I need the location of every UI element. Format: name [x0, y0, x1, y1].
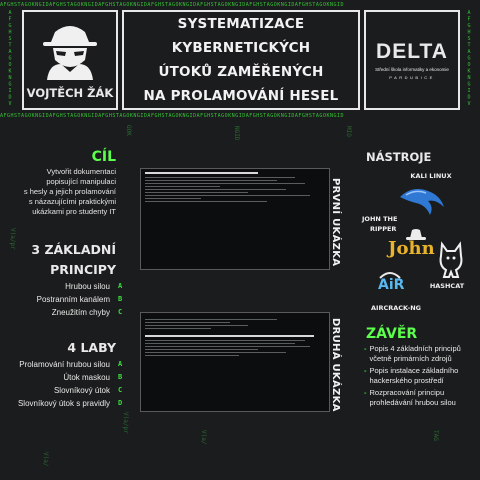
lab-label: Slovníkový útok s pravidly: [17, 399, 110, 408]
list-item: [0, 358, 124, 371]
hacker-icon: [35, 18, 105, 80]
matrix-strip-left: AFGHSTAGOKNGIDV: [7, 10, 13, 108]
matrix-rain: GOK: [125, 125, 132, 136]
principle-label: Zneužitím chyby: [51, 308, 110, 317]
delta-logo-d: D: [376, 40, 393, 63]
lab-label: Prolamování hrubou silou: [19, 360, 110, 369]
conclusion-line: prohledávání hrubou silou: [369, 398, 456, 407]
matrix-rain: MIO: [345, 126, 352, 137]
goal-text-line: s názazujícími praktickými: [28, 197, 116, 206]
goal-text-line: popisující manipulaci: [46, 177, 116, 186]
demo-label-1: PRVNÍ UKÁZKA: [330, 178, 341, 267]
kali-linux-label: KALI LINUX: [410, 172, 452, 180]
title-box: [122, 10, 360, 110]
principle-label: Postranním kanálem: [36, 295, 110, 304]
lab-letter: B: [118, 373, 123, 381]
matrix-rain: TAG: [432, 430, 439, 441]
matrix-rain: V(a/pr: [9, 228, 16, 250]
labs-list: [0, 358, 124, 410]
poster-title-line-3: NA PROLAMOVÁNÍ HESEL: [143, 88, 339, 104]
delta-logo: [376, 40, 448, 64]
matrix-strip-right: AFGHSTAGOKNGIDV: [466, 10, 472, 108]
list-item: [0, 280, 124, 293]
lab-label: Slovníkový útok: [53, 386, 110, 395]
matrix-rain: V(a/: [42, 452, 49, 467]
tools-title: NÁSTROJE: [366, 150, 432, 164]
list-item: [0, 384, 124, 397]
goal-text-line: Vytvořit dokumentaci: [46, 167, 116, 176]
list-item: [364, 366, 478, 386]
matrix-rain: NGID: [233, 126, 240, 141]
conclusion-title: ZÁVĚR: [366, 326, 418, 342]
author-name: VOJTĚCH ŽÁK: [26, 86, 114, 100]
john-label-line-2: RIPPER: [370, 225, 397, 233]
conclusion-line: Popis instalace základního: [369, 366, 459, 375]
principles-title-line-1: 3 ZÁKLADNÍ: [31, 242, 116, 257]
school-city: PARDUBICE: [389, 75, 435, 80]
bullet-icon: -: [364, 344, 367, 353]
lab-label: Útok maskou: [63, 373, 110, 382]
principle-letter: A: [118, 282, 123, 290]
list-item: [364, 344, 478, 364]
matrix-strip-bottom: AFGHSTAGOKNGIDAFGHSTAGOKNGIDAFGHSTAGOKNGIDAFGHSTAGOKNGIDAFGHSTAGOKNGIDAFGHSTAGOKNGIDAFGHSTAGOKNGID: [0, 113, 345, 119]
list-item: [0, 306, 124, 319]
conclusion-line: včetně primárních zdrojů: [369, 354, 452, 363]
delta-logo-box: [364, 10, 460, 110]
delta-logo-rest: LTA: [407, 40, 448, 63]
goal-text-line: s hesly a jejich prolamování: [23, 187, 116, 196]
conclusion-line: Rozpracování principu: [369, 388, 445, 397]
goal-text-line: ukázkami pro studenty IT: [32, 207, 116, 216]
demo-label-2: DRUHÁ UKÁZKA: [330, 318, 341, 412]
principles-title: [31, 240, 116, 280]
goal-title: CÍL: [91, 149, 116, 165]
poster-title-line-1: SYSTEMATIZACE KYBERNETICKÝCH: [171, 16, 311, 56]
school-name: Střední škola informatiky a ekonomie: [375, 67, 449, 72]
lab-letter: A: [118, 360, 123, 368]
list-item: [364, 388, 478, 408]
lab-letter: D: [118, 399, 123, 407]
demo-screenshot-1: [140, 168, 330, 270]
list-item: [0, 293, 124, 306]
aircrack-logo: [372, 268, 416, 298]
hashcat-label: HASHCAT: [429, 282, 465, 290]
labs-title: 4 LABY: [67, 340, 116, 355]
lab-letter: C: [118, 386, 123, 394]
bullet-icon: -: [364, 366, 367, 375]
principles-list: [0, 280, 124, 319]
aircrack-label: AIRCRACK-NG: [371, 304, 421, 312]
principles-title-line-2: PRINCIPY: [50, 262, 116, 277]
principle-letter: C: [118, 308, 123, 316]
aircrack-logo-text: AiR: [378, 277, 405, 293]
john-the-ripper-logo: [388, 236, 435, 260]
demo-screenshot-2: [140, 312, 330, 412]
list-item: [0, 397, 124, 410]
matrix-rain: V(a/pr: [122, 412, 129, 434]
poster-title-line-2: ÚTOKŮ ZAMĚŘENÝCH: [158, 64, 324, 80]
hashcat-cat-icon: [436, 240, 466, 278]
bullet-icon: -: [364, 388, 367, 397]
conclusion-line: hackerského prostředí: [369, 376, 444, 385]
matrix-rain: V(a/: [200, 430, 207, 445]
principle-letter: B: [118, 295, 123, 303]
matrix-strip-top: AFGHSTAGOKNGIDAFGHSTAGOKNGIDAFGHSTAGOKNGIDAFGHSTAGOKNGIDAFGHSTAGOKNGIDAFGHSTAGOKNGIDAFGHSTAGOKNGID: [0, 2, 345, 8]
john-logo-text: John: [388, 238, 435, 259]
john-label-line-1: JOHN THE: [362, 215, 398, 223]
conclusion-list: [364, 344, 478, 410]
goal-text: [0, 167, 116, 217]
john-label: [362, 214, 410, 234]
principle-label: Hrubou silou: [65, 282, 110, 291]
delta-logo-e: E: [392, 40, 408, 63]
conclusion-line: Popis 4 základních principů: [369, 344, 461, 353]
author-box: [22, 10, 118, 110]
list-item: [0, 371, 124, 384]
